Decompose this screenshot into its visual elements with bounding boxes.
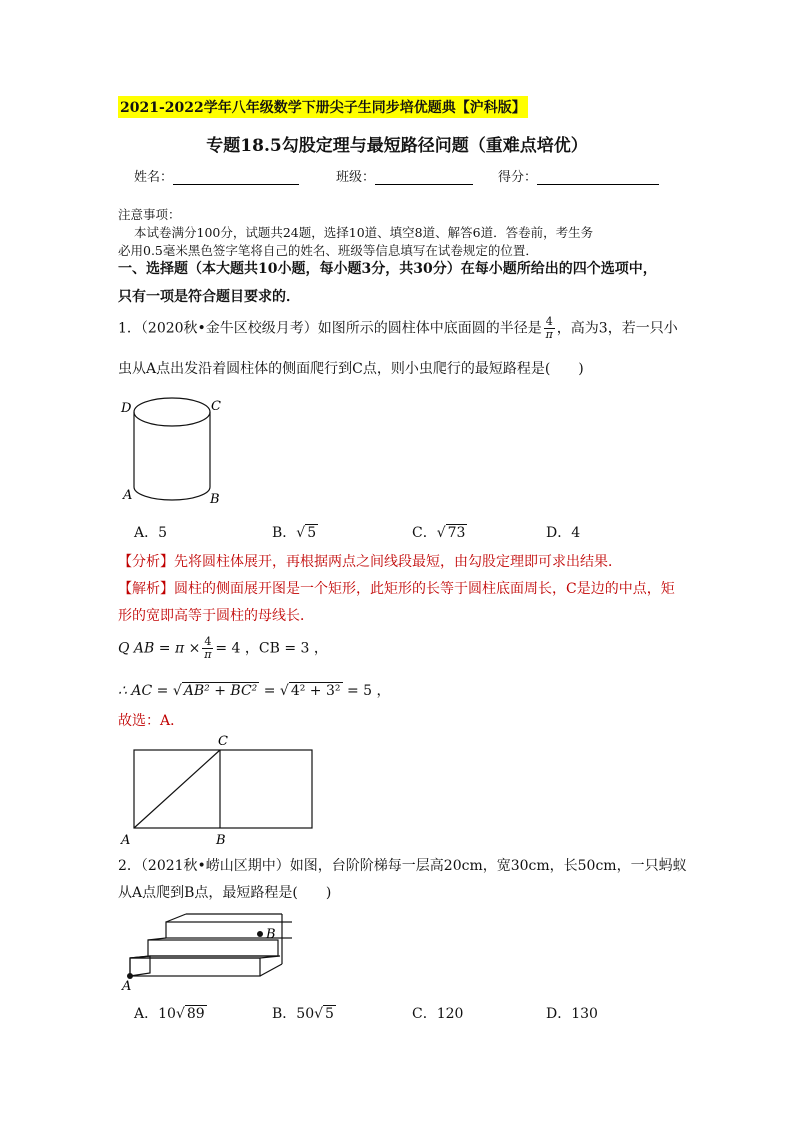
q2-option-a[interactable]: A．10√ 89	[134, 1006, 205, 1022]
q1-option-b[interactable]: B．√ 5	[272, 525, 317, 541]
q1-stem-prefix: 1．（2020秋•金牛区校级月考）如图所示的圆柱体中底面圆的半径是	[118, 320, 542, 337]
eq1-suffix: = 4 ，CB = 3 ，	[215, 640, 328, 657]
q2-option-b-label: B．50	[272, 1006, 315, 1022]
q1-solution-line-1	[118, 578, 675, 598]
q1-frac-den: π	[545, 328, 553, 341]
class-field	[336, 166, 473, 185]
q1-frac-num: 4	[545, 315, 553, 328]
name-field	[134, 166, 299, 185]
q2-option-a-radicand: 89	[186, 1006, 205, 1022]
score-blank	[537, 170, 659, 185]
section-heading-2: 只有一项是符合题目要求的．	[118, 289, 300, 305]
class-label: 班级：	[336, 170, 376, 185]
analysis-tag: 【分析】	[118, 554, 174, 570]
q1-option-b-label: B．	[272, 525, 297, 541]
q1-equation-1	[118, 636, 328, 661]
q1-stem-line-1	[118, 316, 678, 341]
q1-option-a[interactable]: A．5	[134, 525, 168, 541]
eq2-radicand-1: AB² + BC²	[183, 683, 258, 699]
class-blank	[375, 170, 473, 185]
section-heading-1: 一、选择题（本大题共10小题，每小题3分，共30分）在每小题所给出的四个选项中，	[118, 261, 657, 277]
q1-answer: 故选：A．	[118, 713, 185, 729]
point-c-label: C	[211, 399, 221, 414]
q1-option-b-radicand: 5	[307, 525, 317, 541]
unfolded-net-figure	[116, 732, 320, 850]
eq1-fraction	[202, 636, 213, 661]
step-1-side	[130, 956, 150, 976]
cylinder-top	[134, 398, 210, 426]
eq2-radicand-2: 4² + 3²	[290, 683, 341, 699]
eq2-prefix: ∴ AC =	[118, 683, 169, 699]
score-field	[498, 166, 659, 185]
notes-line-1: 本试卷满分100分，试题共24题，选择10道、填空8道、解答6道．答卷前，考生务	[134, 225, 594, 240]
q1-equation-2: ∴ AC = √ AB² + BC² = √ 4² + 3² = 5 ，	[118, 683, 391, 699]
net-point-c-label: C	[218, 734, 228, 749]
stair-point-b-label: B	[266, 927, 276, 942]
stair-point-a-label: A	[122, 979, 132, 994]
point-b-label: B	[210, 492, 220, 507]
q2-stem-line-2: 从A点爬到B点，最短路程是( )	[118, 885, 332, 901]
solution-tag: 【解析】	[118, 581, 174, 597]
net-diagonal-ac	[134, 750, 220, 828]
q1-option-c[interactable]: C．√ 73	[412, 525, 466, 541]
step-2-front	[148, 940, 278, 956]
q1-radius-fraction	[544, 316, 555, 341]
net-point-b-label: B	[216, 833, 226, 848]
point-b-dot	[257, 931, 263, 937]
step-3-edge	[166, 914, 186, 922]
q1-option-c-label: C．	[412, 525, 437, 541]
q1-option-c-radicand: 73	[447, 525, 466, 541]
bottom-right-edge	[260, 964, 282, 976]
name-blank	[173, 170, 299, 185]
page-title: 专题18.5勾股定理与最短路径问题（重难点培优）	[206, 136, 588, 156]
cylinder-figure	[116, 392, 228, 514]
point-d-label: D	[121, 401, 132, 416]
q2-stem-line-1: 2．（2021秋•崂山区期中）如图，台阶阶梯每一层高20cm，宽30cm，长50cm，一只蚂蚁	[118, 858, 687, 874]
notes-heading: 注意事项：	[118, 207, 181, 222]
eq2-mid: =	[263, 683, 276, 699]
q1-stem-line-2: 虫从A点出发沿着圆柱体的侧面爬行到C点，则小虫爬行的最短路程是( )	[118, 361, 584, 377]
q2-option-b-radicand: 5	[325, 1006, 334, 1022]
eq1-prefix: Q AB = π ×	[118, 640, 201, 657]
eq1-frac-num: 4	[204, 635, 212, 648]
analysis-text: 先将圆柱体展开，再根据两点之间线段最短，由勾股定理即可求出结果．	[174, 554, 622, 570]
q1-option-d[interactable]: D．4	[546, 525, 581, 541]
cylinder-bottom	[134, 487, 210, 500]
notes-line-2: 必用0.5毫米黑色签字笔将自己的姓名、班级等信息填写在试卷规定的位置．	[118, 243, 538, 258]
point-a-label: A	[123, 488, 133, 503]
name-label: 姓名：	[134, 170, 174, 185]
q1-solution-line-2: 形的宽即高等于圆柱的母线长．	[118, 608, 314, 624]
solution-text-1: 圆柱的侧面展开图是一个矩形，此矩形的长等于圆柱底面周长，C是边的中点，矩	[174, 581, 675, 597]
q2-option-a-label: A．10	[134, 1006, 176, 1022]
series-banner: 2021-2022学年八年级数学下册尖子生同步培优题典【沪科版】	[118, 96, 528, 118]
q1-analysis	[118, 551, 622, 571]
q1-stem-suffix: ，高为3，若一只小	[556, 320, 678, 337]
eq2-suffix: = 5 ，	[346, 683, 391, 699]
score-label: 得分：	[498, 170, 538, 185]
q2-option-c[interactable]: C．120	[412, 1006, 464, 1022]
q2-option-b[interactable]: B．50√ 5	[272, 1006, 334, 1022]
net-rectangle	[134, 750, 312, 828]
net-point-a-label: A	[121, 833, 131, 848]
q2-option-d[interactable]: D．130	[546, 1006, 598, 1022]
eq1-frac-den: π	[204, 648, 212, 661]
staircase-figure	[116, 908, 292, 994]
